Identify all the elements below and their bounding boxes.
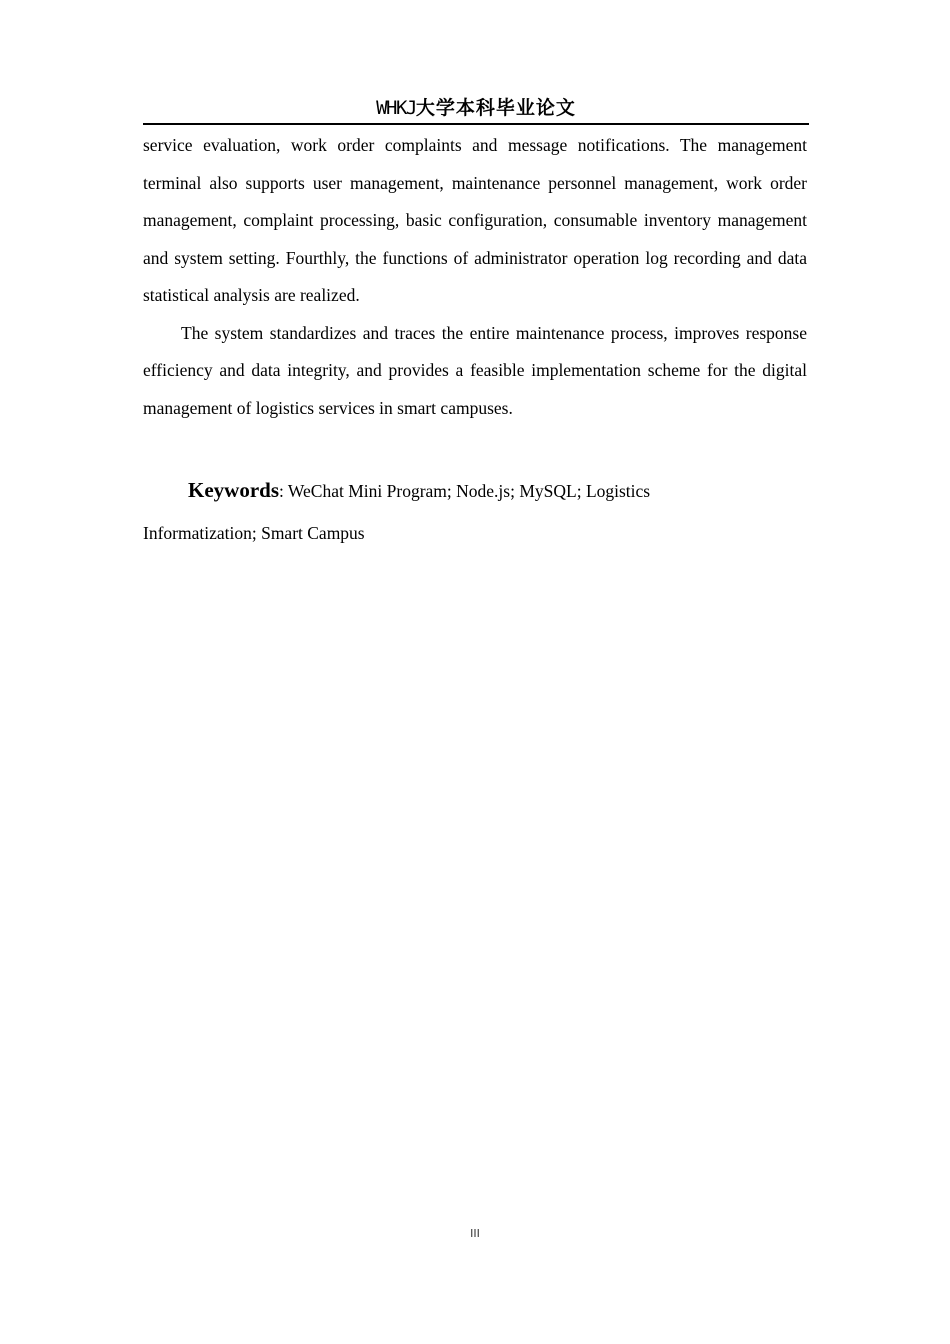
abstract-paragraph-1: service evaluation, work order complaints and message notifications. The management terminal also supports user management, maintenance personnel management, work order management, complaint processing, basic configuration, consumable inventory management and system setting. Fourthly, the functions of administrator operation log recording and data statistical analysis are realized. — [143, 135, 807, 305]
page-header — [143, 92, 809, 125]
keywords-section — [143, 469, 807, 554]
header-title: 大学本科毕业论文 — [415, 97, 576, 119]
header-institution-code: WHKJ — [376, 97, 416, 119]
keywords-label: Keywords — [188, 478, 279, 502]
keywords-line-1 — [143, 469, 807, 512]
page-number: III — [470, 1227, 480, 1240]
keywords-list-part-2: Informatization; Smart Campus — [143, 523, 365, 543]
abstract-paragraph-2: The system standardizes and traces the entire maintenance process, improves response efficiency and data integrity, and provides a feasible implementation scheme for the digital management of logistics services in smart campuses. — [143, 322, 807, 418]
abstract-body — [143, 127, 807, 427]
keywords-list-part-1: : WeChat Mini Program; Node.js; MySQL; Logistics — [279, 481, 651, 501]
